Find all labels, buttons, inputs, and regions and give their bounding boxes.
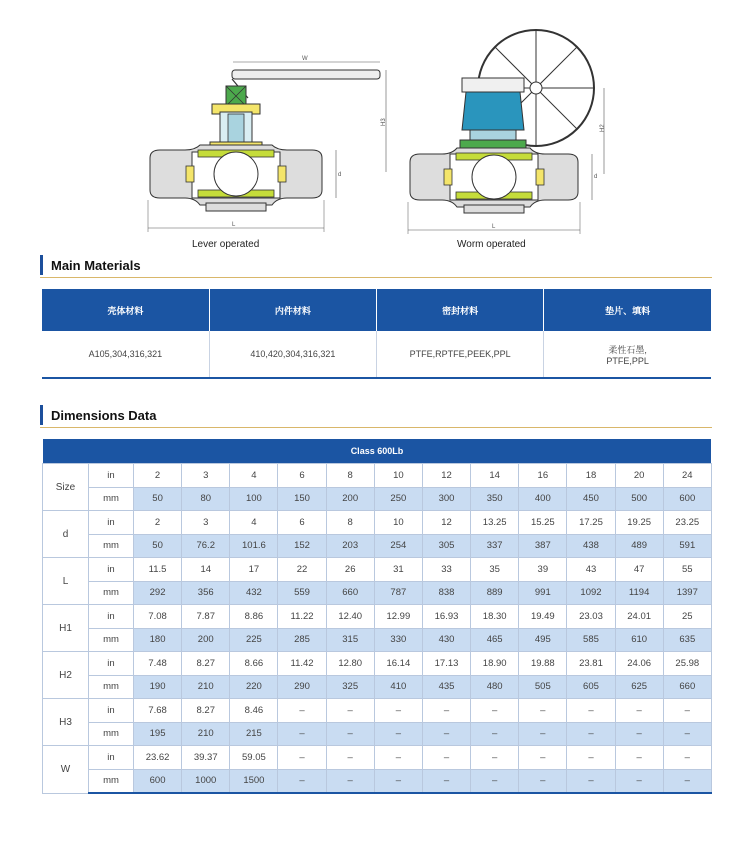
- main-materials-rule: [40, 277, 712, 278]
- dim-cell: 11.5: [134, 558, 182, 582]
- dim-cell: 16: [519, 464, 567, 488]
- dim-cell: 11.22: [278, 605, 326, 629]
- svg-text:W: W: [302, 56, 308, 62]
- dim-cell: 24.01: [615, 605, 663, 629]
- dim-cell: 305: [422, 534, 470, 558]
- dim-cell: –: [326, 746, 374, 770]
- dim-unit-label: in: [89, 464, 134, 488]
- dim-cell: 23.25: [663, 511, 711, 535]
- dim-unit-label: in: [89, 605, 134, 629]
- dim-cell: 3: [182, 464, 230, 488]
- dim-cell: 7.48: [134, 652, 182, 676]
- dim-param-label: d: [43, 511, 89, 558]
- dim-cell: 14: [182, 558, 230, 582]
- dim-cell: 435: [422, 675, 470, 699]
- dim-cell: 2: [134, 511, 182, 535]
- dim-cell: 14: [471, 464, 519, 488]
- dim-row-w-mm: [43, 769, 712, 793]
- svg-text:H2: H2: [600, 124, 606, 132]
- dim-cell: 210: [182, 722, 230, 746]
- dim-cell: 250: [374, 487, 422, 511]
- dim-param-label: H3: [43, 699, 89, 746]
- dim-cell: 59.05: [230, 746, 278, 770]
- dim-cell: 17.13: [422, 652, 470, 676]
- dim-row-h3-in: [43, 699, 712, 723]
- dim-cell: 33: [422, 558, 470, 582]
- dim-cell: 12: [422, 511, 470, 535]
- dim-cell: 47: [615, 558, 663, 582]
- dim-row-d-mm: [43, 534, 712, 558]
- dim-unit-label: mm: [89, 581, 134, 605]
- dim-cell: 152: [278, 534, 326, 558]
- dim-cell: 25: [663, 605, 711, 629]
- dim-cell: –: [567, 699, 615, 723]
- dim-cell: 39.37: [182, 746, 230, 770]
- dim-cell: 26: [326, 558, 374, 582]
- dim-cell: 4: [230, 511, 278, 535]
- dim-cell: –: [374, 746, 422, 770]
- dim-cell: 22: [278, 558, 326, 582]
- dim-cell: 200: [326, 487, 374, 511]
- dim-cell: 254: [374, 534, 422, 558]
- dim-cell: 625: [615, 675, 663, 699]
- dim-cell: 19.25: [615, 511, 663, 535]
- dim-cell: 1000: [182, 769, 230, 793]
- dim-cell: –: [615, 699, 663, 723]
- dim-cell: –: [519, 699, 567, 723]
- dim-cell: 330: [374, 628, 422, 652]
- dim-cell: 480: [471, 675, 519, 699]
- dim-cell: 20: [615, 464, 663, 488]
- dim-cell: –: [519, 722, 567, 746]
- dim-cell: 24.06: [615, 652, 663, 676]
- dim-cell: 1397: [663, 581, 711, 605]
- dim-cell: 600: [134, 769, 182, 793]
- dim-cell: 11.42: [278, 652, 326, 676]
- dim-cell: 290: [278, 675, 326, 699]
- dim-cell: –: [519, 769, 567, 793]
- lever-operated-caption: Lever operated: [192, 239, 260, 250]
- dim-unit-label: in: [89, 511, 134, 535]
- dim-unit-label: mm: [89, 769, 134, 793]
- dim-cell: 495: [519, 628, 567, 652]
- dim-cell: –: [567, 746, 615, 770]
- dim-cell: 12.80: [326, 652, 374, 676]
- dim-cell: –: [278, 722, 326, 746]
- dim-unit-label: in: [89, 746, 134, 770]
- dim-row-d-in: [43, 511, 712, 535]
- dim-unit-label: in: [89, 652, 134, 676]
- dim-cell: 410: [374, 675, 422, 699]
- dim-cell: 660: [663, 675, 711, 699]
- dim-cell: –: [663, 746, 711, 770]
- main-materials-title: Main Materials: [51, 257, 141, 273]
- dim-cell: 1194: [615, 581, 663, 605]
- worm-operated-caption: Worm operated: [457, 239, 526, 250]
- dim-cell: 337: [471, 534, 519, 558]
- dim-cell: –: [471, 699, 519, 723]
- materials-value-gasket: [544, 331, 711, 378]
- dim-unit-label: in: [89, 699, 134, 723]
- materials-header-row: [42, 289, 711, 331]
- dim-cell: 635: [663, 628, 711, 652]
- dim-cell: 505: [519, 675, 567, 699]
- dim-cell: 8.66: [230, 652, 278, 676]
- dim-cell: –: [663, 769, 711, 793]
- dim-param-label: Size: [43, 464, 89, 511]
- dim-cell: –: [422, 746, 470, 770]
- dim-row-l-mm: [43, 581, 712, 605]
- materials-value-row: [42, 331, 711, 378]
- dim-param-label: L: [43, 558, 89, 605]
- dim-cell: –: [422, 699, 470, 723]
- heading-accent-bar: [40, 255, 43, 275]
- dim-row-h2-mm: [43, 675, 712, 699]
- dim-cell: 2: [134, 464, 182, 488]
- dim-cell: –: [278, 769, 326, 793]
- dim-cell: 6: [278, 511, 326, 535]
- materials-header-trim: 内件材料: [209, 289, 376, 331]
- svg-text:d: d: [594, 174, 598, 180]
- materials-value-body: A105,304,316,321: [42, 331, 209, 378]
- dim-cell: 7.68: [134, 699, 182, 723]
- dim-cell: 605: [567, 675, 615, 699]
- dim-cell: 285: [278, 628, 326, 652]
- materials-table: [42, 289, 711, 379]
- dimensions-heading: [40, 404, 156, 426]
- dim-cell: 991: [519, 581, 567, 605]
- dim-cell: 195: [134, 722, 182, 746]
- dim-cell: 8.27: [182, 652, 230, 676]
- dimensions-table: [42, 439, 712, 794]
- dim-cell: –: [374, 722, 422, 746]
- valve-drawings-svg: [0, 0, 750, 258]
- dim-cell: –: [278, 746, 326, 770]
- materials-value-seal: PTFE,RPTFE,PEEK,PPL: [377, 331, 544, 378]
- svg-text:H3: H3: [381, 118, 387, 126]
- dim-cell: 215: [230, 722, 278, 746]
- dim-cell: 39: [519, 558, 567, 582]
- dim-cell: 838: [422, 581, 470, 605]
- dim-cell: 17: [230, 558, 278, 582]
- dim-cell: 8.86: [230, 605, 278, 629]
- dim-cell: –: [663, 699, 711, 723]
- dim-cell: 4: [230, 464, 278, 488]
- valve-drawings: [0, 0, 750, 258]
- dim-cell: –: [278, 699, 326, 723]
- dim-cell: 17.25: [567, 511, 615, 535]
- dim-cell: 660: [326, 581, 374, 605]
- dim-cell: –: [567, 722, 615, 746]
- svg-text:d: d: [338, 172, 342, 178]
- main-materials-heading: [40, 254, 141, 276]
- dim-row-size-mm: [43, 487, 712, 511]
- dim-cell: –: [326, 722, 374, 746]
- class-label: Class 600Lb: [43, 439, 712, 464]
- dim-cell: 432: [230, 581, 278, 605]
- worm-operated-drawing: [408, 30, 606, 234]
- dim-cell: 400: [519, 487, 567, 511]
- dim-cell: –: [471, 769, 519, 793]
- materials-value-gasket-line-2: PTFE,PPL: [606, 355, 649, 366]
- dim-row-h1-mm: [43, 628, 712, 652]
- dim-cell: 356: [182, 581, 230, 605]
- materials-value-trim: 410,420,304,316,321: [209, 331, 376, 378]
- dim-cell: 787: [374, 581, 422, 605]
- dim-cell: –: [615, 769, 663, 793]
- dim-cell: 3: [182, 511, 230, 535]
- dim-cell: 16.93: [422, 605, 470, 629]
- dim-cell: –: [519, 746, 567, 770]
- dim-cell: 23.03: [567, 605, 615, 629]
- dim-cell: 1500: [230, 769, 278, 793]
- dim-cell: –: [374, 699, 422, 723]
- dim-cell: 180: [134, 628, 182, 652]
- dim-cell: 591: [663, 534, 711, 558]
- dim-cell: –: [374, 769, 422, 793]
- dim-cell: 23.62: [134, 746, 182, 770]
- dim-cell: 225: [230, 628, 278, 652]
- dim-cell: 10: [374, 511, 422, 535]
- dim-cell: 438: [567, 534, 615, 558]
- dim-cell: 15.25: [519, 511, 567, 535]
- dim-cell: –: [422, 769, 470, 793]
- dim-cell: 7.87: [182, 605, 230, 629]
- dim-cell: –: [471, 722, 519, 746]
- dim-row-h1-in: [43, 605, 712, 629]
- dim-cell: 16.14: [374, 652, 422, 676]
- dim-cell: 300: [422, 487, 470, 511]
- dim-cell: 8: [326, 511, 374, 535]
- dim-cell: 7.08: [134, 605, 182, 629]
- dim-cell: 465: [471, 628, 519, 652]
- dim-cell: 100: [230, 487, 278, 511]
- dim-cell: 12.99: [374, 605, 422, 629]
- dim-cell: –: [326, 699, 374, 723]
- dim-cell: –: [471, 746, 519, 770]
- dim-row-w-in: [43, 746, 712, 770]
- dim-cell: 387: [519, 534, 567, 558]
- dim-cell: 8.27: [182, 699, 230, 723]
- heading-accent-bar: [40, 405, 43, 425]
- dimensions-title: Dimensions Data: [51, 407, 157, 423]
- dim-cell: 76.2: [182, 534, 230, 558]
- svg-text:L: L: [232, 222, 236, 228]
- materials-header-seal: 密封材料: [377, 289, 544, 331]
- dim-cell: 585: [567, 628, 615, 652]
- dim-unit-label: mm: [89, 628, 134, 652]
- dim-cell: 50: [134, 534, 182, 558]
- dim-cell: 25.98: [663, 652, 711, 676]
- dimensions-rule: [40, 427, 712, 428]
- dim-unit-label: mm: [89, 675, 134, 699]
- dim-cell: 203: [326, 534, 374, 558]
- dim-row-h2-in: [43, 652, 712, 676]
- dim-row-l-in: [43, 558, 712, 582]
- dim-cell: 50: [134, 487, 182, 511]
- lever-operated-drawing: [148, 56, 387, 232]
- dim-cell: 325: [326, 675, 374, 699]
- dim-cell: 430: [422, 628, 470, 652]
- dim-cell: 24: [663, 464, 711, 488]
- dim-param-label: H2: [43, 652, 89, 699]
- dim-cell: 6: [278, 464, 326, 488]
- dim-cell: 12.40: [326, 605, 374, 629]
- dim-cell: 31: [374, 558, 422, 582]
- dim-cell: 101.6: [230, 534, 278, 558]
- dim-cell: 8.46: [230, 699, 278, 723]
- dim-cell: 220: [230, 675, 278, 699]
- dim-cell: 450: [567, 487, 615, 511]
- dim-cell: 13.25: [471, 511, 519, 535]
- dim-cell: –: [663, 722, 711, 746]
- dim-cell: 315: [326, 628, 374, 652]
- materials-header-body: 壳体材料: [42, 289, 209, 331]
- dim-cell: 500: [615, 487, 663, 511]
- dim-cell: 12: [422, 464, 470, 488]
- dim-param-label: W: [43, 746, 89, 794]
- dim-cell: 43: [567, 558, 615, 582]
- dim-unit-label: mm: [89, 534, 134, 558]
- dim-cell: 190: [134, 675, 182, 699]
- dim-cell: 10: [374, 464, 422, 488]
- dim-cell: 55: [663, 558, 711, 582]
- dim-param-label: H1: [43, 605, 89, 652]
- dim-unit-label: mm: [89, 722, 134, 746]
- dim-cell: 350: [471, 487, 519, 511]
- dim-unit-label: mm: [89, 487, 134, 511]
- dim-cell: 200: [182, 628, 230, 652]
- dim-cell: 1092: [567, 581, 615, 605]
- dim-row-h3-mm: [43, 722, 712, 746]
- dim-cell: 559: [278, 581, 326, 605]
- dim-cell: –: [422, 722, 470, 746]
- dim-cell: 18: [567, 464, 615, 488]
- svg-text:L: L: [492, 224, 496, 230]
- dim-row-size-in: [43, 464, 712, 488]
- dim-cell: 18.90: [471, 652, 519, 676]
- dim-cell: 150: [278, 487, 326, 511]
- dim-cell: 35: [471, 558, 519, 582]
- class-header-row: [43, 439, 712, 464]
- dim-cell: –: [615, 722, 663, 746]
- materials-value-gasket-line-1: 柔性石墨,: [608, 344, 647, 355]
- dim-cell: 8: [326, 464, 374, 488]
- dim-cell: 600: [663, 487, 711, 511]
- dim-unit-label: in: [89, 558, 134, 582]
- dim-cell: –: [326, 769, 374, 793]
- dim-cell: 19.88: [519, 652, 567, 676]
- dim-cell: 610: [615, 628, 663, 652]
- dim-cell: 23.81: [567, 652, 615, 676]
- dim-cell: –: [615, 746, 663, 770]
- dim-cell: 292: [134, 581, 182, 605]
- dim-cell: 210: [182, 675, 230, 699]
- dim-cell: 80: [182, 487, 230, 511]
- materials-header-gasket: 垫片、填料: [544, 289, 711, 331]
- dim-cell: 18.30: [471, 605, 519, 629]
- dim-cell: 19.49: [519, 605, 567, 629]
- dim-cell: 489: [615, 534, 663, 558]
- dim-cell: 889: [471, 581, 519, 605]
- dim-cell: –: [567, 769, 615, 793]
